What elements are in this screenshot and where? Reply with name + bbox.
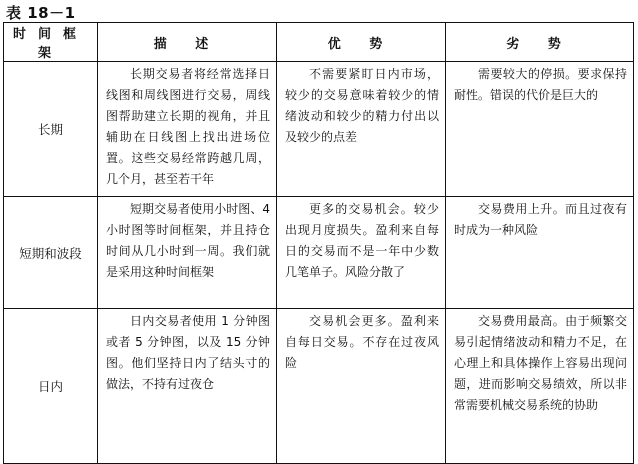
row-label-intraday: 日内 [4,309,98,464]
column-header-timeframe: 时间框架 [4,23,98,62]
table-header-row [4,23,634,62]
description-cell: 日内交易者使用 1 分钟图或者 5 分钟图，以及 15 分钟图。他们坚持日内了结头寸的做法，不持有过夜仓 [98,309,277,464]
table-caption: 表 18－1 [6,4,76,22]
advantage-cell: 更多的交易机会。较少出现月度损失。盈利来自每日的交易而不是一年中少数几笔单子。风险分散了 [277,197,446,309]
table-row [4,309,634,464]
table-row [4,197,634,309]
disadvantage-cell: 交易费用上升。而且过夜有时成为一种风险 [446,197,634,309]
advantage-cell: 不需要紧盯日内市场，较少的交易意味着较少的情绪波动和较少的精力付出以及较少的点差 [277,62,446,197]
row-label-long-term: 长期 [4,62,98,197]
description-cell: 长期交易者将经常选择日线图和周线图进行交易，周线图帮助建立长期的视角，并且辅助在日线图上找出进场位置。这些交易经常跨越几周，几个月，甚至若干年 [98,62,277,197]
column-header-disadvantage: 劣 势 [446,23,634,62]
column-header-description: 描 述 [98,23,277,62]
table-row [4,62,634,197]
advantage-cell: 交易机会更多。盈利来自每日交易。不存在过夜风险 [277,309,446,464]
column-header-advantage: 优 势 [277,23,446,62]
description-cell: 短期交易者使用小时图、4小时图等时间框架，并且持仓时间从几小时到一周。我们就是采用这种时间框架 [98,197,277,309]
disadvantage-cell: 交易费用最高。由于频繁交易引起情绪波动和精力不足，在心理上和具体操作上容易出现问题，进而影响交易绩效，所以非常需要机械交易系统的协助 [446,309,634,464]
timeframe-comparison-table [3,22,634,464]
disadvantage-cell: 需要较大的停损。要求保持耐性。错误的代价是巨大的 [446,62,634,197]
row-label-short-term-swing: 短期和波段 [4,197,98,309]
